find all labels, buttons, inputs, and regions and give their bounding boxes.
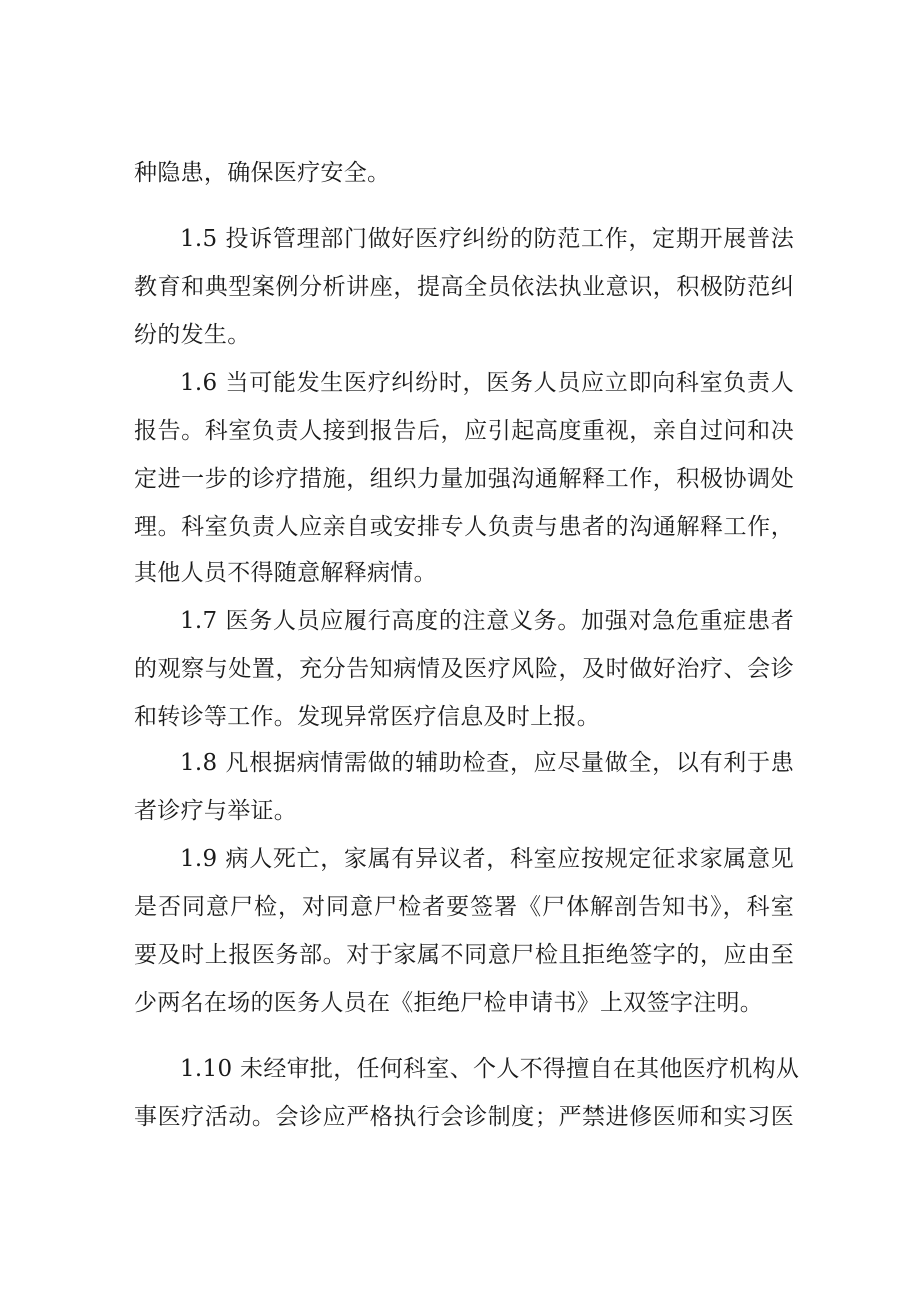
paragraph-line: 是否同意尸检，对同意尸检者要签署《尸体解剖告知书》，科室 bbox=[134, 894, 794, 920]
paragraph-line: 事医疗活动。会诊应严格执行会诊制度；严禁进修医师和实习医 bbox=[134, 1104, 794, 1130]
paragraph-line: 者诊疗与举证。 bbox=[134, 798, 298, 824]
paragraph-line: 要及时上报医务部。对于家属不同意尸检且拒绝签字的，应由至 bbox=[134, 942, 794, 968]
paragraph-line: 定进一步的诊疗措施，组织力量加强沟通解释工作，积极协调处 bbox=[134, 466, 794, 492]
paragraph-line: 1.10 未经审批，任何科室、个人不得擅自在其他医疗机构从 bbox=[180, 1056, 800, 1082]
paragraph-line: 的观察与处置，充分告知病情及医疗风险，及时做好治疗、会诊 bbox=[134, 656, 794, 682]
paragraph-line: 1.8 凡根据病情需做的辅助检查，应尽量做全，以有利于患 bbox=[180, 750, 794, 776]
paragraph-line: 纷的发生。 bbox=[134, 322, 251, 348]
paragraph-line: 和转诊等工作。发现异常医疗信息及时上报。 bbox=[134, 704, 600, 730]
paragraph-line: 种隐患，确保医疗安全。 bbox=[134, 160, 391, 186]
paragraph-line: 报告。科室负责人接到报告后，应引起高度重视，亲自过问和决 bbox=[134, 418, 794, 444]
paragraph-line: 其他人员不得随意解释病情。 bbox=[134, 560, 437, 586]
paragraph-line: 1.5 投诉管理部门做好医疗纠纷的防范工作，定期开展普法 bbox=[180, 226, 794, 252]
paragraph-line: 1.7 医务人员应履行高度的注意义务。加强对急危重症患者 bbox=[180, 608, 794, 634]
paragraph-line: 1.6 当可能发生医疗纠纷时，医务人员应立即向科室负责人 bbox=[180, 370, 794, 396]
paragraph-line: 理。科室负责人应亲自或安排专人负责与患者的沟通解释工作， bbox=[134, 514, 794, 540]
paragraph-line: 1.9 病人死亡，家属有异议者，科室应按规定征求家属意见 bbox=[180, 846, 794, 872]
paragraph-line: 教育和典型案例分析讲座，提高全员依法执业意识，积极防范纠 bbox=[134, 274, 794, 300]
paragraph-line: 少两名在场的医务人员在《拒绝尸检申请书》上双签字注明。 bbox=[134, 990, 764, 1016]
